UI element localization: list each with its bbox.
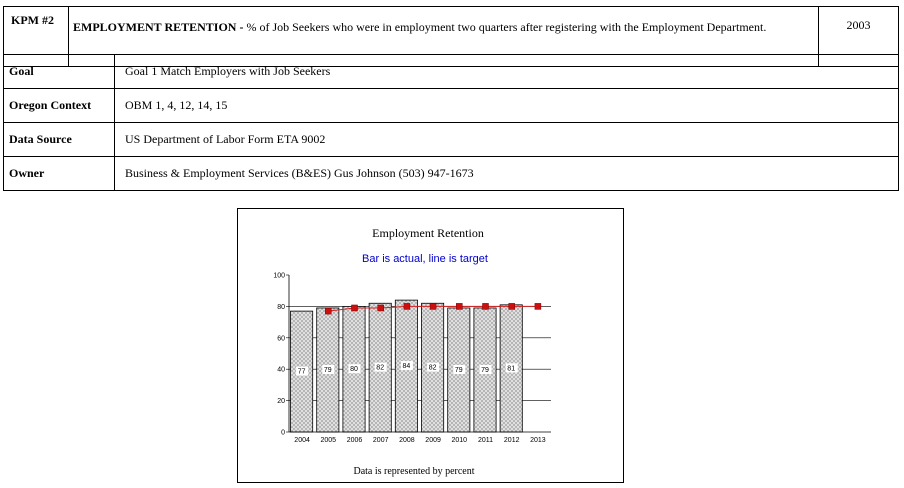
y-tick-label: 60: [277, 335, 285, 343]
info-label: Oregon Context: [4, 89, 115, 123]
x-tick-label: 2007: [372, 437, 389, 444]
target-marker: [430, 303, 436, 309]
kpm-info-table: [3, 54, 899, 191]
kpm-title-bold: EMPLOYMENT RETENTION -: [73, 20, 244, 34]
x-tick-label: 2008: [399, 437, 415, 444]
info-value: US Department of Labor Form ETA 9002: [115, 123, 899, 157]
y-tick-label: 0: [281, 429, 285, 437]
kpm-year: 2003: [819, 7, 899, 67]
kpm-title-rest: % of Job Seekers who were in employment two quarters after registering with the Employment Department.: [243, 20, 767, 34]
y-tick-label: 40: [277, 366, 285, 374]
target-marker: [378, 305, 384, 311]
x-tick-label: 2004: [294, 437, 310, 444]
y-tick-label: 80: [277, 303, 285, 311]
info-row-goal: [4, 55, 899, 89]
target-marker: [535, 303, 541, 309]
data-label: 81: [507, 365, 516, 373]
data-label: 82: [428, 364, 437, 372]
info-value: OBM 1, 4, 12, 14, 15: [115, 89, 899, 123]
x-tick-label: 2009: [425, 437, 441, 444]
data-label: 79: [454, 366, 463, 374]
x-tick-label: 2010: [451, 437, 468, 444]
kpm-id: KPM #2: [4, 7, 69, 67]
chart-subtitle: Bar is actual, line is target: [362, 253, 488, 265]
target-marker: [325, 308, 331, 314]
info-label: Goal: [4, 55, 115, 89]
target-marker: [352, 305, 358, 311]
info-label: Owner: [4, 157, 115, 191]
chart-footnote: Data is represented by percent: [353, 466, 475, 477]
target-marker: [509, 303, 515, 309]
info-value: Business & Employment Services (B&ES) Gus Johnson (503) 947-1673: [115, 157, 899, 191]
data-label: 80: [350, 366, 358, 374]
x-tick-label: 2012: [503, 437, 520, 444]
data-label: 79: [323, 366, 332, 374]
data-label: 79: [481, 366, 489, 374]
info-label: Data Source: [4, 123, 115, 157]
data-label: 77: [297, 368, 306, 376]
info-value: Goal 1 Match Employers with Job Seekers: [115, 55, 899, 89]
target-marker: [404, 303, 410, 309]
x-tick-label: 2005: [320, 437, 337, 444]
plot-area: [273, 273, 551, 445]
info-row-owner: [4, 157, 899, 191]
x-tick-label: 2013: [530, 437, 546, 444]
data-label: 82: [376, 364, 385, 372]
info-row-oregon-context: [4, 89, 899, 123]
employment-retention-chart: [238, 209, 623, 482]
y-tick-label: 20: [277, 398, 285, 406]
y-tick-label: 100: [273, 272, 285, 280]
x-tick-label: 2006: [346, 437, 363, 444]
chart-title: Employment Retention: [372, 226, 484, 240]
target-marker: [456, 303, 462, 309]
data-label: 84: [402, 363, 411, 371]
info-row-data-source: [4, 123, 899, 157]
x-tick-label: 2011: [477, 437, 494, 444]
chart-frame: [237, 208, 624, 483]
target-marker: [483, 303, 489, 309]
